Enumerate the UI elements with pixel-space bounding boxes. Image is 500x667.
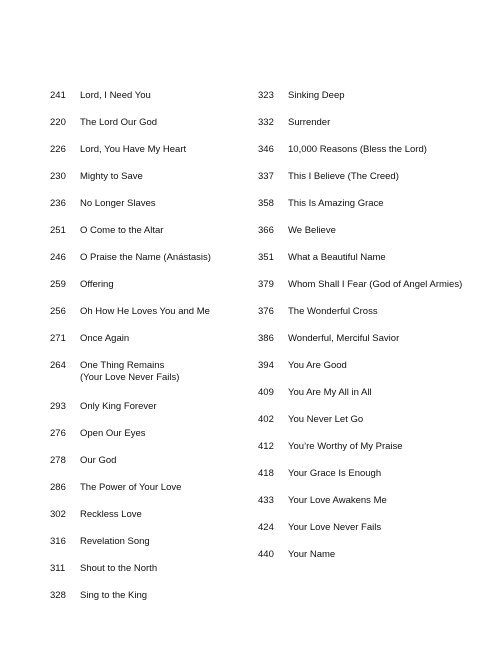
song-title: Sinking Deep — [288, 90, 345, 101]
song-entry — [50, 360, 250, 401]
song-entry — [258, 522, 494, 549]
song-entry — [50, 198, 250, 225]
song-entry — [50, 225, 250, 252]
song-title: Sing to the King — [80, 590, 148, 601]
song-entry — [50, 144, 250, 171]
song-title-line2: (Your Love Never Fails) — [80, 372, 180, 383]
song-title: O Come to the Altar — [80, 225, 164, 236]
song-title: Reckless Love — [80, 509, 142, 520]
song-title-line1: One Thing Remains — [80, 360, 165, 371]
song-entry — [258, 252, 494, 279]
song-number: 394 — [258, 360, 274, 371]
song-entry — [50, 590, 250, 617]
song-title: You’re Worthy of My Praise — [288, 441, 403, 452]
song-entry — [258, 171, 494, 198]
song-title: O Praise the Name (Anástasis) — [80, 252, 211, 263]
song-number: 332 — [258, 117, 274, 128]
song-entry — [50, 90, 250, 117]
song-number: 302 — [50, 509, 66, 520]
song-number: 271 — [50, 333, 66, 344]
song-entry — [258, 198, 494, 225]
song-number: 376 — [258, 306, 274, 317]
song-number: 358 — [258, 198, 274, 209]
song-title: No Longer Slaves — [80, 198, 156, 209]
song-entry — [50, 279, 250, 306]
song-title: Your Love Never Fails — [288, 522, 382, 533]
song-number: 264 — [50, 360, 66, 371]
song-number: 241 — [50, 90, 66, 101]
song-number: 293 — [50, 401, 66, 412]
song-number: 256 — [50, 306, 66, 317]
song-title: We Believe — [288, 225, 336, 236]
song-title: You Are Good — [288, 360, 347, 371]
song-number: 412 — [258, 441, 274, 452]
song-number: 409 — [258, 387, 274, 398]
song-number: 316 — [50, 536, 66, 547]
song-title: Whom Shall I Fear (God of Angel Armies) — [288, 279, 463, 290]
song-number: 386 — [258, 333, 274, 344]
song-number: 276 — [50, 428, 66, 439]
song-number: 286 — [50, 482, 66, 493]
song-title: Shout to the North — [80, 563, 158, 574]
song-number: 236 — [50, 198, 66, 209]
song-title: Offering — [80, 279, 114, 290]
song-entry — [258, 441, 494, 468]
song-entry — [50, 482, 250, 509]
song-entry — [258, 279, 494, 306]
song-entry — [258, 414, 494, 441]
song-title: What a Beautiful Name — [288, 252, 386, 263]
song-entry — [50, 455, 250, 482]
song-title: Wonderful, Merciful Savior — [288, 333, 400, 344]
song-title: The Lord Our God — [80, 117, 158, 128]
song-entry — [50, 536, 250, 563]
song-number: 246 — [50, 252, 66, 263]
song-title: You Never Let Go — [288, 414, 364, 425]
song-number: 366 — [258, 225, 274, 236]
left-song-column — [50, 90, 250, 617]
song-entry — [50, 171, 250, 198]
song-title: Once Again — [80, 333, 130, 344]
song-title — [80, 360, 250, 384]
song-entry — [258, 90, 494, 117]
song-number: 251 — [50, 225, 66, 236]
song-title: Lord, You Have My Heart — [80, 144, 187, 155]
song-number: 226 — [50, 144, 66, 155]
song-number: 323 — [258, 90, 274, 101]
song-number: 379 — [258, 279, 274, 290]
song-entry — [258, 333, 494, 360]
song-title: Surrender — [288, 117, 331, 128]
song-title: Mighty to Save — [80, 171, 143, 182]
song-entry — [50, 252, 250, 279]
song-title: You Are My All in All — [288, 387, 372, 398]
song-number: 278 — [50, 455, 66, 466]
song-number: 433 — [258, 495, 274, 506]
song-entry — [50, 428, 250, 455]
song-number: 440 — [258, 549, 274, 560]
song-title: Your Love Awakens Me — [288, 495, 387, 506]
song-entry — [258, 144, 494, 171]
song-entry — [258, 468, 494, 495]
song-title: Your Grace Is Enough — [288, 468, 382, 479]
song-title: Revelation Song — [80, 536, 150, 547]
song-entry — [258, 225, 494, 252]
song-title: 10,000 Reasons (Bless the Lord) — [288, 144, 427, 155]
song-title: The Power of Your Love — [80, 482, 182, 493]
song-entry — [258, 306, 494, 333]
song-entry — [258, 387, 494, 414]
song-title: Lord, I Need You — [80, 90, 151, 101]
song-number: 402 — [258, 414, 274, 425]
song-entry — [258, 360, 494, 387]
song-entry — [50, 117, 250, 144]
song-title: This I Believe (The Creed) — [288, 171, 399, 182]
song-number: 259 — [50, 279, 66, 290]
song-title: Only King Forever — [80, 401, 157, 412]
song-entry — [258, 495, 494, 522]
song-title: Open Our Eyes — [80, 428, 146, 439]
song-number: 328 — [50, 590, 66, 601]
song-entry — [50, 401, 250, 428]
song-number: 311 — [50, 563, 66, 574]
song-entry — [50, 306, 250, 333]
song-entry — [258, 549, 494, 576]
song-title: The Wonderful Cross — [288, 306, 378, 317]
song-entry — [258, 117, 494, 144]
song-number: 220 — [50, 117, 66, 128]
right-song-column — [258, 90, 494, 576]
song-entry — [50, 509, 250, 536]
song-entry — [50, 333, 250, 360]
song-title: Your Name — [288, 549, 336, 560]
song-title: Oh How He Loves You and Me — [80, 306, 210, 317]
song-number: 230 — [50, 171, 66, 182]
song-number: 346 — [258, 144, 274, 155]
song-title: This Is Amazing Grace — [288, 198, 384, 209]
song-entry — [50, 563, 250, 590]
song-number: 424 — [258, 522, 274, 533]
song-title: Our God — [80, 455, 117, 466]
song-number: 418 — [258, 468, 274, 479]
song-number: 337 — [258, 171, 274, 182]
song-number: 351 — [258, 252, 274, 263]
